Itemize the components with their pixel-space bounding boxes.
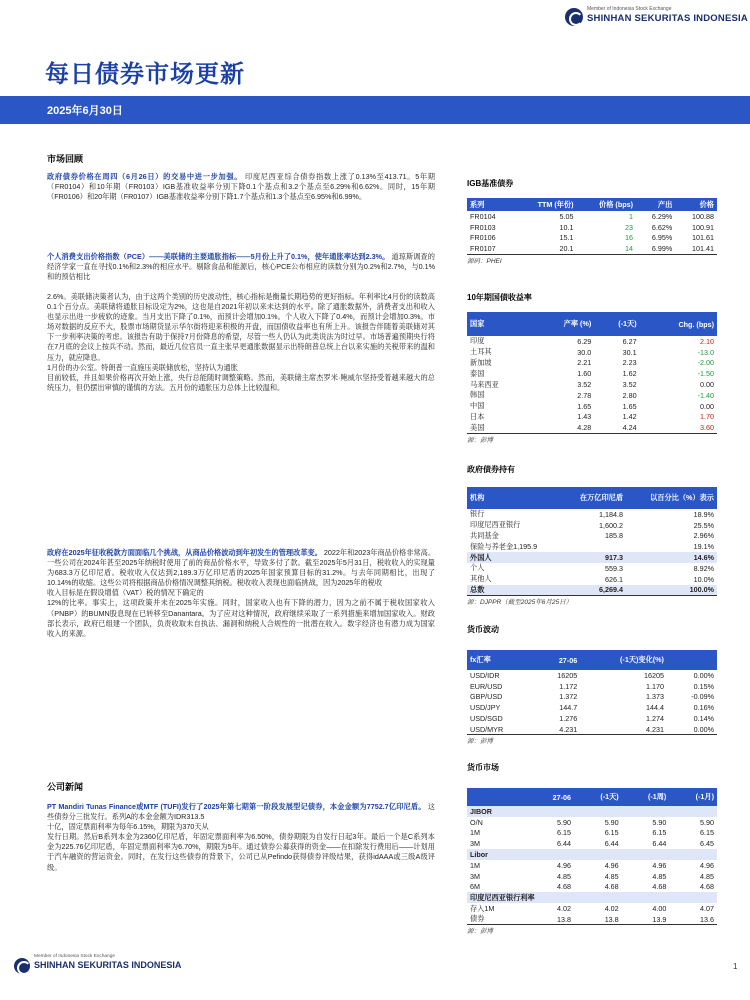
cell: 4.96 [652,860,667,870]
col-header: (-1周) [622,788,670,806]
cell: 4.07 [700,904,714,914]
report-date: 2025年6月30日 [47,105,123,117]
cell: 1.62 [622,369,637,379]
table-row [467,574,717,585]
cell: 30.1 [622,347,637,357]
col-header: 27-06 [535,650,580,670]
cell: 14.6% [626,552,717,563]
yield-10y-table [467,312,717,444]
cell: 5.90 [700,817,714,827]
cell: 0.00% [693,670,714,680]
table-row [467,531,717,542]
fx-title: 货币波动 [467,625,499,634]
cell: 6.44 [604,839,619,849]
market-paragraph-1 [47,172,435,202]
company-news-paragraph [47,802,435,873]
cell: 2.21 [577,358,592,368]
cell: 16205 [643,670,664,680]
cell: 1.42 [622,412,637,422]
cell: 4.68 [700,882,714,892]
cell: 3.60 [640,422,717,433]
col-header: 产出 [636,198,675,211]
igb-benchmark-title: IGB基准债券 [467,179,514,188]
table-source: 源：彭博 [467,928,493,936]
table-row [467,828,717,839]
table-row [467,871,717,882]
cell: 4.96 [700,860,714,870]
table-row [467,509,717,520]
cell: -2.00 [697,358,714,368]
cell: 1.274 [645,714,664,724]
cell: 4.85 [557,871,572,881]
table-row [467,882,717,893]
cell: 6.15 [652,828,667,838]
cell: 100.0% [626,585,717,596]
cell: 6.29% [651,211,673,221]
cell: 626.1 [605,574,624,584]
paragraph-line: 2.6%。美联储决策者认为，由于这两个类别的历史波动性，核心指标是衡量长期趋势的更好指标。年利率比4月份的读数高0.1个百分点。美联储将通胀目标设定为2%，这也是自2021年初以来未达到的水平。除了通胀数据外，消费者支出和收入也显示出进一步疲软的迹象。当月支出下降了0.1%，而预计会增加0.1%。个人收入下降了0.4%，而预计会增加0.3%。市场对数据的反应不大，股票市场期货显示华尔街将迎来积极的开盘，而国债收益率也有所上升。该报告伴随着美联储对其下一步利率决策的考虑。该报告有助于保持7月份降息的希望，尽管一些人仍认为此类说法为时过早。市场普遍预期央行将在7月底的会议上按兵不动。然而，最近几位官员一直主张早更通胀数据显示出特朗普总统上台以来实施的关税带来的温和压力，就应降息。 [47,292,435,362]
table-row [467,713,717,724]
cell: 6.44 [652,839,667,849]
cell: 马来西亚 [470,379,499,389]
paragraph-body: 这些债券分三批发行。系列A的本金金额为IDR313.5 [47,802,435,822]
cell: 0.14% [693,714,714,724]
table-row [467,243,717,254]
cell: 6.62% [651,222,673,232]
cell: 10.1 [559,222,574,232]
table-row [467,412,717,423]
cell: 债券 [467,914,526,925]
col-header: (-1天) [574,788,622,806]
cell: 20.1 [514,243,576,254]
cell: 5.90 [652,817,667,827]
table-source: 源：彭博 [467,436,493,444]
cell: 3M [470,871,480,881]
cell: 其他人 [470,574,492,584]
money-market-table [467,788,717,935]
cell: 4.68 [557,882,572,892]
paragraph-lead: 政府在2025年征收税款方面面临几个挑战，从商品价格波动到年初发生的管理改革变。 [47,548,322,557]
cell: 韩国 [470,390,485,400]
cell: 1.372 [559,692,578,702]
paragraph-lead: 个人消费支出价格指数（PCE）——美联储的主要通胀指标——5月份上升了0.1%，使年通胀率达到2.3%。 [47,252,390,261]
cell: FR0107 [467,243,514,254]
cell: 印度 [470,336,485,346]
cell: 4.00 [652,904,667,914]
cell: 2.23 [622,358,637,368]
table-source: 源码：PHEI [467,257,502,265]
gov-holdings-table [467,487,717,606]
table-row [467,390,717,401]
cell: 144.4 [645,703,664,713]
cell: 185.8 [605,531,624,541]
col-header: 系列 [467,198,514,211]
cell: O/N [470,817,483,827]
table-row [467,585,717,596]
table-row [467,681,717,692]
cell: 4.24 [594,422,639,433]
money-market-title: 货币市场 [467,763,499,772]
cell: FR0103 [470,222,496,232]
cell: 1.43 [577,412,592,422]
paragraph-line: 1月份的办公室。特朗普一直施压美联储放松，坚持认为通胀 [47,362,238,372]
cell: 0.15% [693,681,714,691]
shinhan-logo-icon [565,8,583,26]
cell: 4.68 [604,882,619,892]
footer-logo [14,954,182,978]
table-row [467,806,717,817]
col-header [467,788,526,806]
cell: 19.1% [693,542,714,552]
table-row [467,401,717,412]
col-header: TTM (年份) [514,198,576,211]
cell: 新加坡 [470,357,492,367]
table-row [467,358,717,369]
cell: 4.85 [700,871,714,881]
cell: 559.3 [605,563,624,573]
cell: 6M [470,882,480,892]
cell: 13.8 [574,914,622,925]
cell: 0.16% [693,703,714,713]
table-row [467,336,717,347]
cell: 101.61 [692,233,714,243]
cell: USD/MYR [467,724,535,735]
table-row [467,379,717,390]
market-paragraph-3 [47,548,435,639]
cell: 5.90 [557,817,572,827]
table-row [467,724,717,735]
cell: 13.8 [526,914,574,925]
cell: 4.85 [652,871,667,881]
table-row [467,849,717,860]
gov-holdings-title: 政府债券持有 [467,465,515,474]
table-row [467,692,717,703]
cell: 1 [628,211,633,221]
cell [562,541,626,552]
table-row [467,892,717,903]
col-header: 机构 [467,487,562,509]
table-row [467,368,717,379]
cell: FR0106 [470,233,496,243]
market-paragraph-2-cont [47,292,435,393]
cell: 6.45 [700,839,714,849]
cell: 16205 [557,670,578,680]
paragraph-line: 十亿，固定票面利率为每年6.15%，期限为370天从 [47,822,209,832]
cell: 0.00 [700,401,714,411]
paragraph-line: 目前较低，并且如果价格再次开始上涨，央行总能随时调整策略。然而，美联储主席杰罗米·鲍威尔坚持受着越来越大的总统压力，但仍摆出审慎的谨慎的方法。五月份的通胀压力总体上比较温和。 [47,372,435,392]
cell: 15.1 [559,233,574,243]
cell: -1.40 [697,390,714,400]
paragraph-lead: PT Mandiri Tunas Finance或MTF (TUFI)发行了2025年第七期第一阶段发展型记债券，本金金额为7752.7亿印尼盾。 [47,802,426,811]
table-row [467,563,717,574]
table-row [467,702,717,713]
cell: GBP/USD [470,692,503,702]
cell: 100.91 [692,222,714,232]
cell: 3M [470,839,480,849]
cell: 2.78 [577,390,592,400]
cell: 6.15 [557,828,572,838]
cell: 30.0 [577,347,592,357]
cell: 外国人 [467,552,562,563]
cell: 印度尼西亚银行 [470,520,521,530]
cell: 2.80 [622,390,637,400]
cell: 10.0% [693,574,714,584]
cell: 4.28 [532,422,595,433]
igb-benchmark-table [467,198,717,265]
cell: 13.9 [622,914,670,925]
cell: 1.170 [645,681,664,691]
page-number: 1 [733,962,738,971]
table-row [467,422,717,433]
col-header: 价格 [675,198,717,211]
cell: 存入1M [470,903,495,913]
cell: 25.5% [693,520,714,530]
col-header: (-1月) [669,788,717,806]
shinhan-logo-icon [14,958,30,974]
cell: 101.41 [675,243,717,254]
cell: 144.7 [559,703,578,713]
cell: USD/JPY [470,703,501,713]
page-title: 每日债券市场更新 [45,61,245,88]
table-row [467,838,717,849]
yield-10y-title: 10年期国债收益率 [467,293,532,302]
cell: Libor [467,849,717,860]
cell: 6.29 [577,336,592,346]
col-header: (-1天)变化(%) [580,650,667,670]
cell: 4.68 [652,882,667,892]
cell: 4.02 [557,904,572,914]
cell: 1M [470,860,480,870]
table-row [467,347,717,358]
col-header: 在万亿印尼盾 [562,487,626,509]
cell: 中国 [470,401,485,411]
cell: USD/IDR [470,670,500,680]
market-paragraph-2 [47,252,435,282]
cell: 3.52 [577,380,592,390]
logo-name: SHINHAN SEKURITAS INDONESIA [34,960,182,970]
cell: 6.99% [636,243,675,254]
cell: 6.95% [651,233,673,243]
col-header: Chg. (bps) [640,312,717,336]
cell: 土耳其 [470,347,492,357]
cell: 0.00 [700,380,714,390]
cell: 6,269.4 [562,585,626,596]
market-overview-heading: 市场回顾 [47,154,84,164]
cell: 1,184.8 [599,509,624,519]
table-row [467,233,717,244]
cell: 银行 [470,509,485,519]
cell: -13.0 [697,347,714,357]
cell: 6.15 [700,828,714,838]
table-row [467,520,717,531]
table-source: 源：彭博 [467,738,493,746]
table-row [467,860,717,871]
cell: 保险与养老金1,195.9 [470,541,538,551]
cell: 4.96 [604,860,619,870]
cell: 16 [624,233,633,243]
cell: 5.90 [604,817,619,827]
company-news-heading: 公司新闻 [47,782,84,792]
cell: 6.15 [604,828,619,838]
cell: 日本 [470,411,485,421]
table-row [467,222,717,233]
table-row [467,817,717,828]
cell: 共同基金 [470,530,499,540]
cell: 4.02 [604,904,619,914]
cell: USD/SGD [470,714,503,724]
cell: 4.231 [580,724,667,735]
table-row [467,211,717,222]
col-header: 国家 [467,312,532,336]
cell: FR0104 [470,211,496,221]
logo-subtitle: Member of Indonesia Stock Exchange [34,954,116,959]
paragraph-body: 印度尼西亚综合债券指数上涨了0.13%至413.71。5年期（FR0104）和10年期（FR0103）IGB基准收益率分别下降0.1个基点和3.2个基点至6.29%和6.62%。同时，15年期（FR0106）和20年期（FR0107）IGB基准收益率分别下降1.7个基点和1.3个基点至6.95%和6.99%。 [47,172,435,202]
col-header: 价格 (bps) [577,198,636,211]
cell: 泰国 [470,368,485,378]
cell: 2.96% [693,531,714,541]
table-row [467,541,717,552]
paragraph-body: 道琼斯调查的经济学家一直在寻找0.1%和2.3%的相应水平。剔除食品和能源后，核心PCE公布相应的读数分别为0.2%和2.7%，与0.1%和的预估相比 [47,252,435,282]
cell: 5.05 [559,211,574,221]
col-header: 产率 (%) [532,312,595,336]
cell: 4.231 [535,724,580,735]
cell: 8.92% [693,563,714,573]
paragraph-line: 12%的比率。事实上，这项政策并未在2025年实施。同时，国家收入也有下降的潜力，因为之前不属于税收国家收入（PNBP）的BUMN股息现在已转移至Danantara。为了应对这种情况，政府继续采取了一系列措施来增加国家收入。财政部长表示，政府已组建一个团队，负责收取未自执法、漏洞和纳税人合规性的一批潜在收入。数字经济也有潜力成为国家收入的来源。 [47,598,435,638]
cell: 4.85 [604,871,619,881]
table-row [467,903,717,914]
cell: 个人 [470,563,485,573]
cell: 23 [624,222,633,232]
cell: 印度尼西亚银行利率 [467,892,717,903]
cell: 美国 [467,422,532,433]
col-header [667,650,717,670]
paragraph-line: 发行日期。然后B系列本金为2360亿印尼盾，年固定票面利率为6.50%，债券期限为自发行日起3年。最后一个是C系列本金为225.76亿印尼盾，年固定票面利率为6.70%，期限为5年。通过债券公募获得的资金——在扣除发行费用后——计划用于汽车融资的营运资金。同时，在发行这些债券的背景下，公司已从Pefindo获得债券评级结果，获得idAAA或三级A级评级。 [47,832,435,872]
paragraph-line: 收入目标是在假设增值（VAT）税的情况下确定的 [47,588,204,598]
cell: 4.96 [557,860,572,870]
table-source: 源：DJPPR（截至2025年6月25日） [467,598,573,606]
cell: -1.50 [697,369,714,379]
cell: 1,600.2 [599,520,624,530]
cell: JIBOR [467,806,717,817]
table-row [467,914,717,925]
col-header: fx汇率 [467,650,535,670]
cell: EUR/USD [470,681,503,691]
cell: 100.88 [692,211,714,221]
cell: 1.70 [700,412,714,422]
cell: 1.65 [577,401,592,411]
cell: 1.276 [559,714,578,724]
cell: 6.44 [557,839,572,849]
fx-table [467,650,717,745]
cell: 0.00% [667,724,717,735]
cell: 6.27 [622,336,637,346]
table-row [467,552,717,563]
col-header: (-1天) [594,312,639,336]
cell: 14 [577,243,636,254]
logo-subtitle: Member of Indonesia Stock Exchange [587,6,672,12]
cell: 1.65 [622,401,637,411]
cell: 1.172 [559,681,578,691]
cell: 总数 [467,585,562,596]
brand-logo [565,6,748,28]
cell: -0.09% [691,692,714,702]
cell: 3.52 [622,380,637,390]
col-header: 27-06 [526,788,574,806]
paragraph-body: 2022年和2023年商品价格非常高。一些公司在2024年甚至2025年纳税时使用了前的商品价格水平，导致多付了款。截至2025年5月31日，税收收入的实现量为683.3万亿印尼盾。税收收入仅达到2,189.3万亿印尼盾的2025年国家预算目标的31.2%。与去年同期相比，出现了10.14%的收缩。这些公司将根据商品价格情况调整其纳税。税收收入表现也面临挑战，因为2025年的税收 [47,548,436,588]
cell: 18.9% [693,509,714,519]
cell: 13.6 [669,914,717,925]
paragraph-lead: 政府债券价格在周四（6月26日）的交易中进一步加强。 [47,172,243,181]
cell: 2.10 [700,336,714,346]
cell: 1M [470,828,480,838]
logo-name: SHINHAN SEKURITAS INDONESIA [587,13,748,24]
cell: 917.3 [562,552,626,563]
table-row [467,670,717,681]
col-header: 以百分比（%）表示 [626,487,717,509]
cell: 1.60 [577,369,592,379]
cell: 1.373 [645,692,664,702]
